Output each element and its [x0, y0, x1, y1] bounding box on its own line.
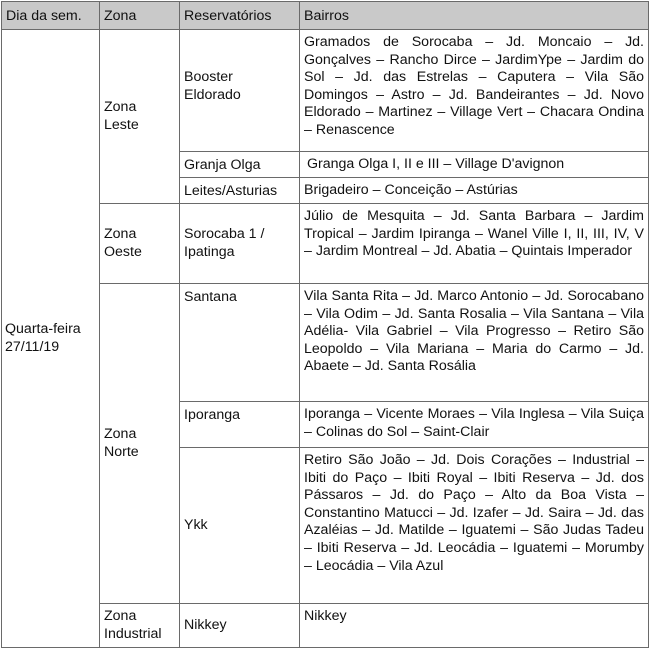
day-cell [2, 30, 100, 648]
neighborhoods-cell: Gramados de Sorocaba – Jd. Moncaio – Jd. Gonçalves – Rancho Dirce – JardimYpe – Jardim do Sol – Jd. das Estrelas – Caputera – Vila São Domingos – Astro – Jd. Bandeirantes – Jd. Novo Eldorado – Martinez – Village Vert – Chacara Ondina – Renascence [300, 30, 649, 152]
table-row [2, 604, 649, 648]
schedule-table [1, 1, 649, 648]
zone-name: Oeste [104, 243, 142, 260]
table-row [2, 30, 649, 152]
zone-label: Zona [104, 225, 137, 242]
zone-industrial [100, 604, 180, 648]
neighborhoods-cell: Iporanga – Vicente Moraes – Vila Inglesa – Vila Suiça – Colinas do Sol – Saint-Clair [300, 402, 649, 448]
neighborhoods-cell: Retiro São João – Jd. Dois Corações – Industrial – Ibiti do Paço – Ibiti Royal – Ibiti Reserva – Jd. dos Pássaros – Jd. do Paço – Alto da Boa Vista – Constantino Matucci – Jd. Izafer – Jd. Saira – Jd. das Azaléias – Jd. Matilde – Iguatemi – São Judas Tadeu – Ibiti Reserva – Jd. Leocádia – Iguatemi – Morumby – Leocádia – Vila Azul [300, 448, 649, 604]
reservoir-cell: Ykk [180, 448, 300, 604]
neighborhoods-cell: Nikkey [300, 604, 649, 648]
header-row [2, 2, 649, 30]
header-neighborhoods: Bairros [300, 2, 649, 30]
header-reservoirs: Reservatórios [180, 2, 300, 30]
zone-oeste [100, 204, 180, 284]
reservoir-cell: Booster Eldorado [180, 30, 300, 152]
day-name: Quarta-feira [5, 320, 81, 337]
table-row [2, 284, 649, 402]
reservoir-cell: Iporanga [180, 402, 300, 448]
zone-label: Zona [104, 98, 137, 115]
reservoir-cell: Leites/Asturias [180, 178, 300, 204]
reservoir-cell: Sorocaba 1 / Ipatinga [180, 204, 300, 284]
zone-norte [100, 284, 180, 604]
zone-name: Industrial [104, 625, 162, 642]
header-day: Dia da sem. [2, 2, 100, 30]
zone-name: Leste [104, 116, 139, 133]
day-date: 27/11/19 [5, 338, 60, 355]
zone-label: Zona [104, 425, 137, 442]
reservoir-cell: Santana [180, 284, 300, 402]
neighborhoods-cell: Brigadeiro – Conceição – Astúrias [300, 178, 649, 204]
reservoir-cell: Nikkey [180, 604, 300, 648]
neighborhoods-cell: Granga Olga I, II e III – Village D'avignon [300, 152, 649, 178]
zone-label: Zona [104, 607, 137, 624]
neighborhoods-cell: Júlio de Mesquita – Jd. Santa Barbara – Jardim Tropical – Jardim Ipiranga – Wanel Ville I, II, III, IV, V – Jardim Montreal – Jd. Abatia – Quintais Imperador [300, 204, 649, 284]
table-row [2, 204, 649, 284]
zone-leste [100, 30, 180, 204]
header-zone: Zona [100, 2, 180, 30]
reservoir-cell: Granja Olga [180, 152, 300, 178]
neighborhoods-cell: Vila Santa Rita – Jd. Marco Antonio – Jd. Sorocabano – Vila Odim – Jd. Santa Rosalia – Vila Santana – Vila Adélia- Vila Gabriel – Vila Progresso – Retiro São Leopoldo – Vila Mariana – Maria do Carmo – Jd. Abaete – Jd. Santa Rosália [300, 284, 649, 402]
zone-name: Norte [104, 443, 139, 460]
